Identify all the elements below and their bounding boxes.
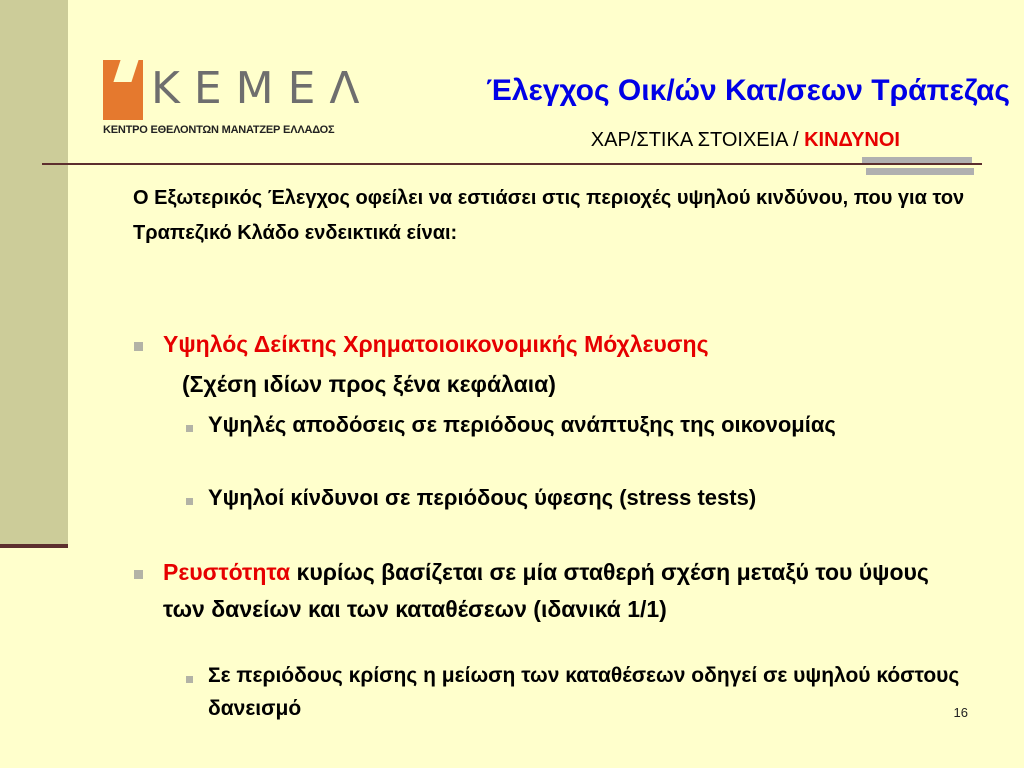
subtitle-main-text: ΧΑΡ/ΣΤΙΚΑ ΣΤΟΙΧΕΙΑ / <box>590 129 805 151</box>
logo-mark-icon <box>103 60 143 120</box>
bullet-1-red: Υψηλός Δείκτης Χρηματοιοικονομικής Μόχλευσης <box>163 331 709 357</box>
decor-bar-bottom <box>866 168 974 175</box>
sub-bullet-marker <box>186 676 193 683</box>
bullet-1-sub-1: Υψηλές αποδόσεις σε περιόδους ανάπτυξης της οικονομίας <box>208 412 836 437</box>
bullet-1-heading <box>163 326 963 363</box>
logo-wordmark: ΚΕΜΕΛ <box>151 63 374 114</box>
bullet-marker <box>134 342 143 351</box>
subtitle-highlight: ΚΙΝΔΥΝΟΙ <box>804 129 900 151</box>
bullet-2-red: Ρευστότητα <box>163 559 291 585</box>
intro-paragraph: Ο Εξωτερικός Έλεγχος οφείλει να εστιάσει στις περιοχές υψηλού κινδύνου, που για τον Τραπεζικό Κλάδο ενδεικτικά είναι: <box>133 187 965 244</box>
decor-bar-top <box>862 157 972 163</box>
bullet-2-sub-1: Σε περιόδους κρίσης η μείωση των καταθέσεων οδηγεί σε υψηλού κόστους δανεισμό <box>208 664 960 720</box>
sub-bullet-marker <box>186 425 193 432</box>
bullet-2-text <box>163 554 963 628</box>
slide-title: Έλεγχος Οικ/ών Κατ/σεων Τράπεζας <box>486 74 1010 107</box>
bullet-1-sub-2: Υψηλοί κίνδυνοι σε περιόδους ύφεσης (stress tests) <box>208 485 757 510</box>
bullet-2-rest: κυρίως βασίζεται σε μία σταθερή σχέση μεταξύ του ύψους των δανείων και των καταθέσεων (ιδανικά 1/1) <box>163 559 929 622</box>
bullet-1-paren: (Σχέση ιδίων προς ξένα κεφάλαια) <box>182 371 556 397</box>
header-divider <box>42 163 982 165</box>
sub-bullet-marker <box>186 498 193 505</box>
kemel-logo <box>103 60 374 142</box>
bullet-marker <box>134 570 143 579</box>
slide-subtitle <box>340 129 900 152</box>
left-band-underline <box>0 544 68 548</box>
logo-subtitle: ΚΕΝΤΡΟ ΕΘΕΛΟΝΤΩΝ ΜΑΝΑΤΖΕΡ ΕΛΛΑΔΟΣ <box>103 124 335 136</box>
page-number: 16 <box>953 705 968 720</box>
left-decor-band <box>0 0 68 548</box>
